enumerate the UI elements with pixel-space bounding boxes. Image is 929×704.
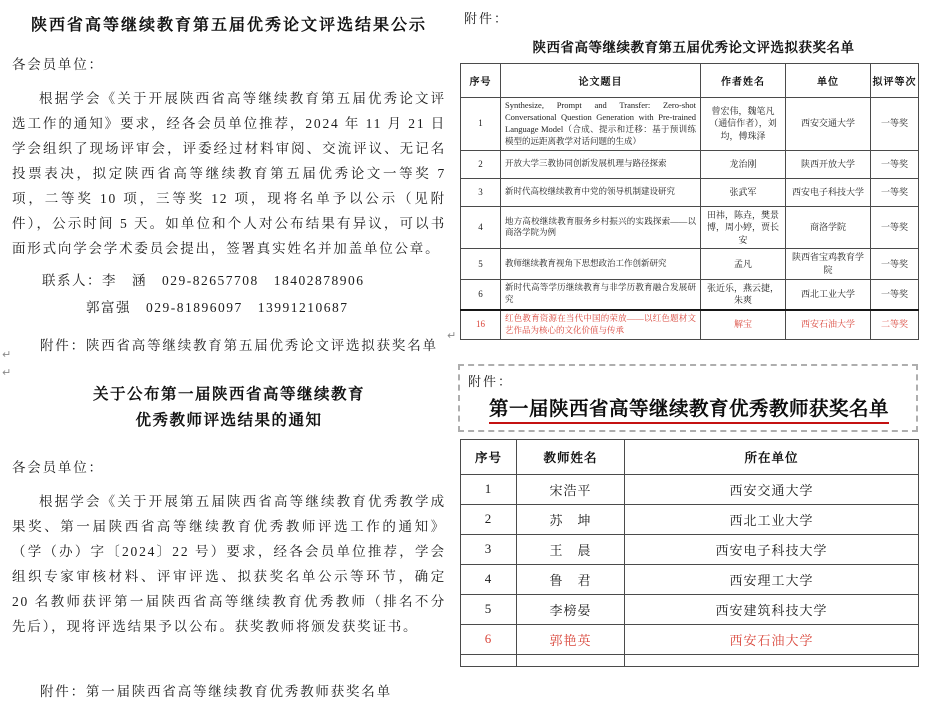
table-cell-org: 西安交通大学 xyxy=(625,474,919,504)
table-cell-org: 西安电子科技大学 xyxy=(625,534,919,564)
table-cell-org: 西北工业大学 xyxy=(786,279,871,310)
table-cell-no: 3 xyxy=(461,178,501,206)
partial-next-row xyxy=(461,654,919,666)
teachers-title-wrap xyxy=(468,393,910,424)
header-cell-org: 单位 xyxy=(786,64,871,98)
table-cell-no: 16 xyxy=(461,310,501,339)
teachers-award-table xyxy=(460,439,919,667)
table-cell-no: 3 xyxy=(461,534,517,564)
table-cell-name: 王 晨 xyxy=(517,534,625,564)
header-cell-org: 所在单位 xyxy=(625,439,919,474)
paragraph-mark-icon: ↵ xyxy=(2,349,12,361)
table-cell-no: 4 xyxy=(461,206,501,249)
table-cell-award: 一等奖 xyxy=(871,279,919,310)
table-cell-authors: 孟凡 xyxy=(701,249,786,279)
table-cell-paper: 地方高校继续教育服务乡村振兴的实践探索——以商洛学院为例 xyxy=(501,206,701,249)
table-row xyxy=(461,310,919,339)
table-cell-no: 2 xyxy=(461,504,517,534)
contact-line-1: 联系人：李 涵 029-82657708 18402878906 xyxy=(42,273,365,288)
notice2-salutation: 各会员单位： xyxy=(12,460,104,475)
table-cell-paper: 新时代高等学历继续教育与非学历教育融合发展研究 xyxy=(501,279,701,310)
table-row xyxy=(461,594,919,624)
papers-table-title: 陕西省高等继续教育第五届优秀论文评选拟获奖名单 xyxy=(532,40,855,55)
paragraph-mark-icon: ↵ xyxy=(2,367,12,379)
table-cell-name: 鲁 君 xyxy=(517,564,625,594)
table-row xyxy=(461,474,919,504)
table-cell-no: 6 xyxy=(461,624,517,654)
attachment2-box xyxy=(458,364,918,432)
table-cell-paper: 开放大学三教协同创新发展机理与路径探索 xyxy=(501,150,701,178)
table-cell-no: 1 xyxy=(461,98,501,151)
table-cell-authors: 龙治刚 xyxy=(701,150,786,178)
table-row xyxy=(461,249,919,279)
contact-line-2: 郭富强 029-81896097 13991210687 xyxy=(86,300,349,315)
notice2-title xyxy=(12,382,446,434)
notices-column xyxy=(0,0,458,704)
table-cell-org: 西北工业大学 xyxy=(625,504,919,534)
table-cell-name: 苏 坤 xyxy=(517,504,625,534)
table-cell-org: 西安电子科技大学 xyxy=(786,178,871,206)
table-cell-no: 5 xyxy=(461,594,517,624)
table-cell-empty xyxy=(461,654,517,666)
attachment1-label: 附件： xyxy=(464,11,510,26)
table-cell-no: 2 xyxy=(461,150,501,178)
table-row xyxy=(461,279,919,310)
teachers-table-partial xyxy=(461,654,919,666)
table-row xyxy=(461,534,919,564)
table-cell-no: 4 xyxy=(461,564,517,594)
header-cell-no: 序号 xyxy=(461,64,501,98)
table-cell-authors: 田祎，陈垚，樊景博，周小婷，贾长安 xyxy=(701,206,786,249)
table-cell-org: 西安石油大学 xyxy=(786,310,871,339)
table-cell-no: 6 xyxy=(461,279,501,310)
table-row xyxy=(461,178,919,206)
notice2-attachment-line: 附件：第一届陕西省高等继续教育优秀教师获奖名单 xyxy=(40,684,392,699)
table-row xyxy=(461,564,919,594)
papers-table-body xyxy=(461,98,919,340)
header-row xyxy=(461,439,919,474)
header-cell-award: 拟评等次 xyxy=(871,64,919,98)
table-cell-award: 一等奖 xyxy=(871,98,919,151)
table-cell-paper: Synthesize, Prompt and Transfer: Zero-shot Conversational Question Generation with Pre-trained Language Model（合成、提示和迁移：基于预训练模型的远距离教学对话问题的生成） xyxy=(501,98,701,151)
header-cell-paper: 论文题目 xyxy=(501,64,701,98)
table-cell-org: 西安建筑科技大学 xyxy=(625,594,919,624)
notice1-paragraph: 根据学会《关于开展陕西省高等继续教育第五届优秀论文评选工作的通知》要求，经各会员单位推荐，2024 年 11 月 21 日学会组织了现场评审会，评委经过材料审阅、交流评议、无记名投票表决，拟定陕西省高等继续教育第五届优秀论文一等奖 7 项，二等奖 10 项，三等奖 12 项，现将名单予以公示（见附件），公示时间 5 天。如单位和个人对公布结果有异议，可以书面形式向学会学术委员会提出，签署真实姓名并加盖单位公章。 xyxy=(12,91,446,256)
table-cell-authors: 解宝 xyxy=(701,310,786,339)
table-cell-award: 一等奖 xyxy=(871,206,919,249)
attachments-column xyxy=(458,0,929,667)
notice1-attachment-line: 附件：陕西省高等继续教育第五届优秀论文评选拟获奖名单 xyxy=(40,338,438,353)
teachers-table-body xyxy=(461,474,919,654)
table-cell-name: 郭艳英 xyxy=(517,624,625,654)
table-cell-empty xyxy=(625,654,919,666)
notice2-paragraph: 根据学会《关于开展第五届陕西省高等继续教育优秀教学成果奖、第一届陕西省高等继续教育优秀教师评选工作的通知》（学（办）字〔2024〕22 号）要求，经各会员单位推荐，学会组织专家审核材料、评审评选、拟获奖名单公示等环节，确定 20 名教师获评第一届陕西省高等继续教育优秀教师（排名不分先后），现将评选结果予以公布。获奖教师将颁发获奖证书。 xyxy=(12,494,446,634)
header-cell-no: 序号 xyxy=(461,439,517,474)
table-cell-org: 陕西开放大学 xyxy=(786,150,871,178)
table-cell-award: 二等奖 xyxy=(871,310,919,339)
notice1-title: 陕西省高等继续教育第五届优秀论文评选结果公示 xyxy=(30,17,427,34)
table-cell-award: 一等奖 xyxy=(871,150,919,178)
table-cell-award: 一等奖 xyxy=(871,249,919,279)
table-row xyxy=(461,150,919,178)
paragraph-mark-icon: ↵ xyxy=(447,330,457,342)
table-row xyxy=(461,624,919,654)
notice2-title-line2: 优秀教师评选结果的通知 xyxy=(135,412,323,429)
header-cell-name: 教师姓名 xyxy=(517,439,625,474)
table-cell-no: 5 xyxy=(461,249,501,279)
table-row xyxy=(461,206,919,249)
table-cell-paper: 教师继续教育视角下思想政治工作创新研究 xyxy=(501,249,701,279)
table-cell-no: 1 xyxy=(461,474,517,504)
table-cell-org: 陕西省宝鸡教育学院 xyxy=(786,249,871,279)
table-row xyxy=(461,98,919,151)
table-cell-paper: 红色教育资源在当代中国的荣放——以红色题材文艺作品为核心的文化价值与传承 xyxy=(501,310,701,339)
papers-table-header xyxy=(461,64,919,98)
table-cell-org: 西安石油大学 xyxy=(625,624,919,654)
header-cell-authors: 作者姓名 xyxy=(701,64,786,98)
table-cell-org: 西安理工大学 xyxy=(625,564,919,594)
papers-award-table xyxy=(460,63,919,340)
table-row xyxy=(461,504,919,534)
teachers-table-header xyxy=(461,439,919,474)
notice1-salutation: 各会员单位： xyxy=(12,57,104,72)
table-cell-authors: 张近乐，燕云捷，朱爽 xyxy=(701,279,786,310)
header-row xyxy=(461,64,919,98)
table-cell-empty xyxy=(517,654,625,666)
attachment2-label: 附件： xyxy=(468,373,514,389)
teachers-table-title: 第一届陕西省高等继续教育优秀教师获奖名单 xyxy=(489,393,889,424)
table-cell-org: 西安交通大学 xyxy=(786,98,871,151)
table-cell-org: 商洛学院 xyxy=(786,206,871,249)
table-cell-authors: 张武军 xyxy=(701,178,786,206)
notice2-title-line1: 关于公布第一届陕西省高等继续教育 xyxy=(92,386,365,403)
table-cell-name: 宋浩平 xyxy=(517,474,625,504)
table-cell-authors: 曾宏伟，魏笔凡（通信作者），刘均，傅珠泽 xyxy=(701,98,786,151)
table-cell-paper: 新时代高校继续教育中党的领导机制建设研究 xyxy=(501,178,701,206)
table-cell-award: 一等奖 xyxy=(871,178,919,206)
table-cell-name: 李榜晏 xyxy=(517,594,625,624)
